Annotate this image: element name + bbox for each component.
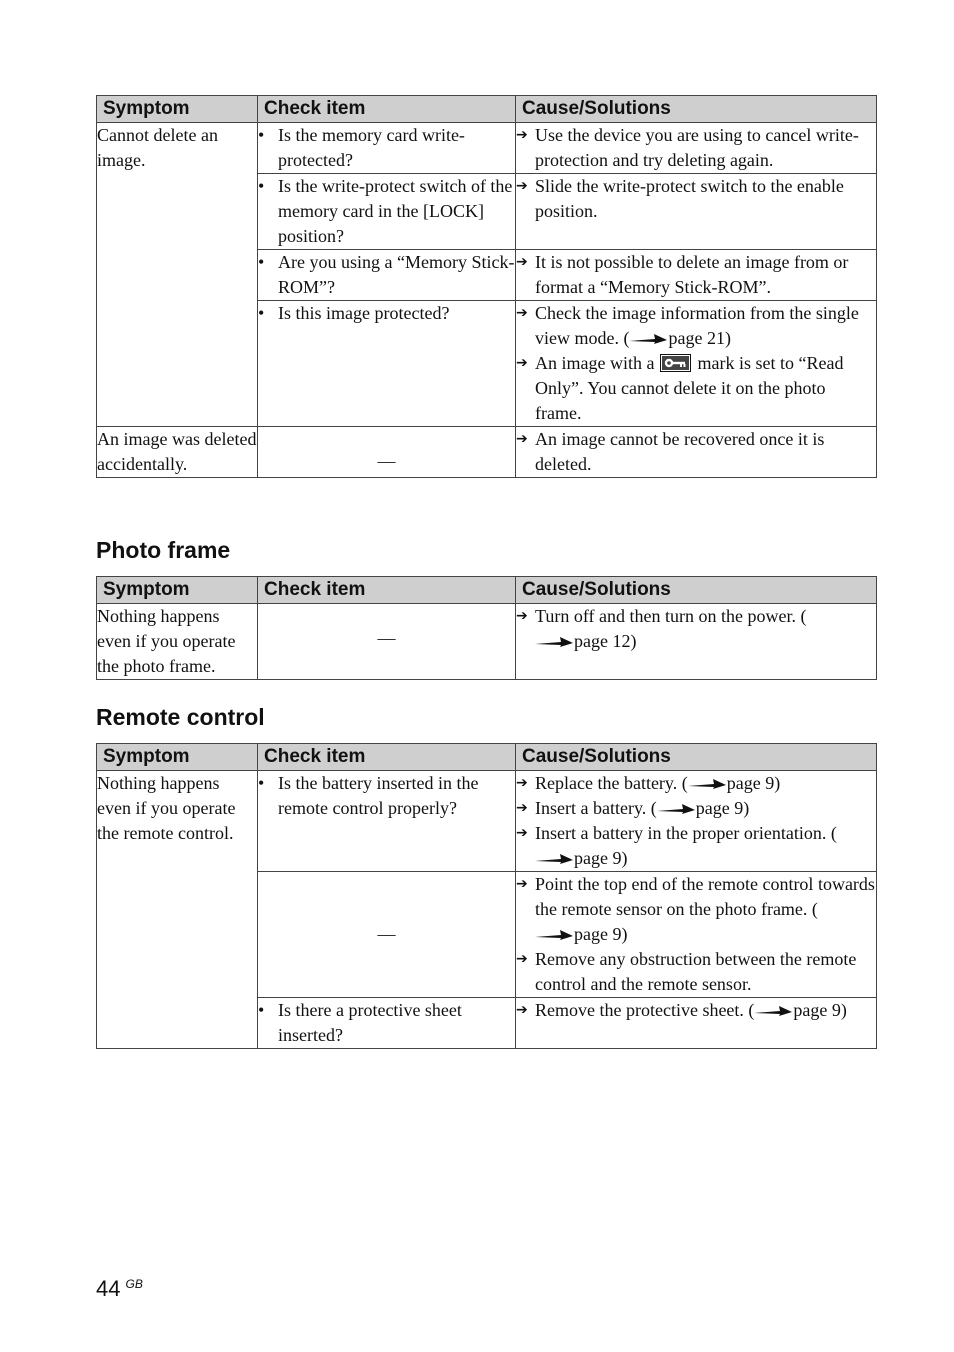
check-text: Is the memory card write-protected?: [278, 125, 465, 170]
symptom-cell: Cannot delete an image.: [97, 123, 258, 427]
check-cell: [258, 123, 516, 174]
table-header-row: [97, 577, 877, 604]
page-reference-arrow-icon: [535, 853, 573, 865]
bullet: •: [258, 252, 265, 272]
solution-text: It is not possible to delete an image from or format a “Memory Stick-ROM”.: [535, 252, 849, 297]
header-cause-solutions: Cause/Solutions: [516, 577, 877, 604]
bullet: •: [258, 176, 265, 196]
check-cell: [258, 174, 516, 250]
arrow-icon: ➔: [516, 800, 528, 816]
check-cell-empty: [258, 872, 516, 998]
check-text: Are you using a “Memory Stick-ROM”?: [278, 252, 515, 297]
check-cell: [258, 250, 516, 301]
arrow-icon: ➔: [516, 254, 528, 270]
solution-text: Replace the battery. (: [535, 773, 688, 793]
page-reference[interactable]: [629, 328, 730, 348]
arrow-icon: ➔: [516, 127, 528, 143]
page-reference-text: page 9): [793, 1000, 847, 1020]
bullet: •: [258, 303, 265, 323]
check-text: Is the battery inserted in the remote control properly?: [278, 773, 479, 818]
solution-text: Point the top end of the remote control towards the remote sensor on the photo frame. (: [535, 874, 875, 919]
header-check-item: Check item: [258, 96, 516, 123]
solution-cell: [516, 998, 877, 1049]
header-cause-solutions: Cause/Solutions: [516, 744, 877, 771]
solution-cell: [516, 250, 877, 301]
page-reference-arrow-icon: [535, 929, 573, 941]
page-reference[interactable]: [535, 631, 636, 651]
page-reference-text: page 12): [574, 631, 637, 651]
dash: —: [377, 451, 396, 471]
troubleshooting-table-photo-frame: [96, 576, 877, 680]
solution-text: Remove any obstruction between the remote control and the remote sensor.: [535, 949, 857, 994]
solution-cell: [516, 771, 877, 872]
page-reference[interactable]: [688, 773, 780, 793]
solution-text: Check the image information from the single view mode. (: [535, 303, 859, 348]
check-text: Is there a protective sheet inserted?: [278, 1000, 462, 1045]
page-reference-text: page 9): [574, 924, 628, 944]
arrow-icon: ➔: [516, 431, 528, 447]
region-code: GB: [125, 1276, 143, 1291]
troubleshooting-table-delete: [96, 95, 877, 478]
solution-text: Slide the write-protect switch to the enable position.: [535, 176, 844, 221]
header-check-item: Check item: [258, 744, 516, 771]
page-reference[interactable]: [754, 1000, 846, 1020]
page-reference-text: page 9): [695, 798, 750, 818]
page-number: 44: [96, 1276, 121, 1301]
solution-cell: [516, 301, 877, 427]
table-row: [97, 771, 877, 872]
page-reference-text: page 21): [668, 328, 731, 348]
page-reference[interactable]: [535, 848, 627, 868]
page-reference-arrow-icon: [688, 778, 726, 790]
header-cause-solutions: Cause/Solutions: [516, 96, 877, 123]
protect-key-icon: [660, 354, 691, 372]
page-reference-text: page 9): [726, 773, 781, 793]
solution-text: An image cannot be recovered once it is deleted.: [535, 429, 825, 474]
solution-text: Use the device you are using to cancel write-protection and try deleting again.: [535, 125, 859, 170]
arrow-icon: ➔: [516, 355, 528, 371]
page-reference-arrow-icon: [754, 1005, 792, 1017]
check-cell: [258, 301, 516, 427]
page-reference-arrow-icon: [657, 803, 695, 815]
troubleshooting-table-remote-control: [96, 743, 877, 1049]
solution-cell: [516, 174, 877, 250]
symptom-cell: An image was deleted accidentally.: [97, 427, 258, 478]
solution-text: Turn off and then turn on the power. (: [535, 606, 807, 626]
check-text: Is this image protected?: [278, 303, 450, 323]
solution-cell: [516, 123, 877, 174]
check-cell: [258, 771, 516, 872]
arrow-icon: ➔: [516, 305, 528, 321]
page-reference-arrow-icon: [535, 636, 573, 648]
page-reference-arrow-icon: [629, 333, 667, 345]
solution-text: Remove the protective sheet. (: [535, 1000, 755, 1020]
bullet: •: [258, 125, 265, 145]
check-cell: [258, 998, 516, 1049]
table-header-row: [97, 96, 877, 123]
symptom-cell: Nothing happens even if you operate the photo frame.: [97, 604, 258, 680]
bullet: •: [258, 1000, 265, 1020]
arrow-icon: ➔: [516, 951, 528, 967]
check-text: Is the write-protect switch of the memory card in the [LOCK] position?: [278, 176, 513, 246]
solution-cell: [516, 427, 877, 478]
check-cell-empty: [258, 427, 516, 478]
section-heading-remote-control: Remote control: [96, 704, 265, 730]
section-heading-photo-frame: Photo frame: [96, 537, 231, 563]
page-reference[interactable]: [657, 798, 749, 818]
solution-text: mark is set to “Read Only”. You cannot delete it on the photo frame.: [535, 353, 844, 423]
page-reference[interactable]: [535, 924, 627, 944]
arrow-icon: ➔: [516, 825, 528, 841]
arrow-icon: ➔: [516, 178, 528, 194]
solution-text: An image with a: [535, 353, 655, 373]
solution-text: Insert a battery. (: [535, 798, 657, 818]
header-symptom: Symptom: [97, 744, 258, 771]
bullet: •: [258, 773, 265, 793]
solution-cell: [516, 604, 877, 680]
arrow-icon: ➔: [516, 608, 528, 624]
arrow-icon: ➔: [516, 1002, 528, 1018]
arrow-icon: ➔: [516, 775, 528, 791]
header-check-item: Check item: [258, 577, 516, 604]
table-row: [97, 604, 877, 680]
page-reference-text: page 9): [574, 848, 628, 868]
symptom-cell: Nothing happens even if you operate the remote control.: [97, 771, 258, 1049]
header-symptom: Symptom: [97, 577, 258, 604]
dash: —: [377, 628, 396, 648]
dash: —: [377, 924, 396, 944]
check-cell-empty: [258, 604, 516, 680]
header-symptom: Symptom: [97, 96, 258, 123]
solution-cell: [516, 872, 877, 998]
table-row: [97, 123, 877, 174]
table-row: [97, 427, 877, 478]
page-footer: [96, 1276, 143, 1302]
arrow-icon: ➔: [516, 876, 528, 892]
solution-text: Insert a battery in the proper orientation. (: [535, 823, 837, 843]
table-header-row: [97, 744, 877, 771]
